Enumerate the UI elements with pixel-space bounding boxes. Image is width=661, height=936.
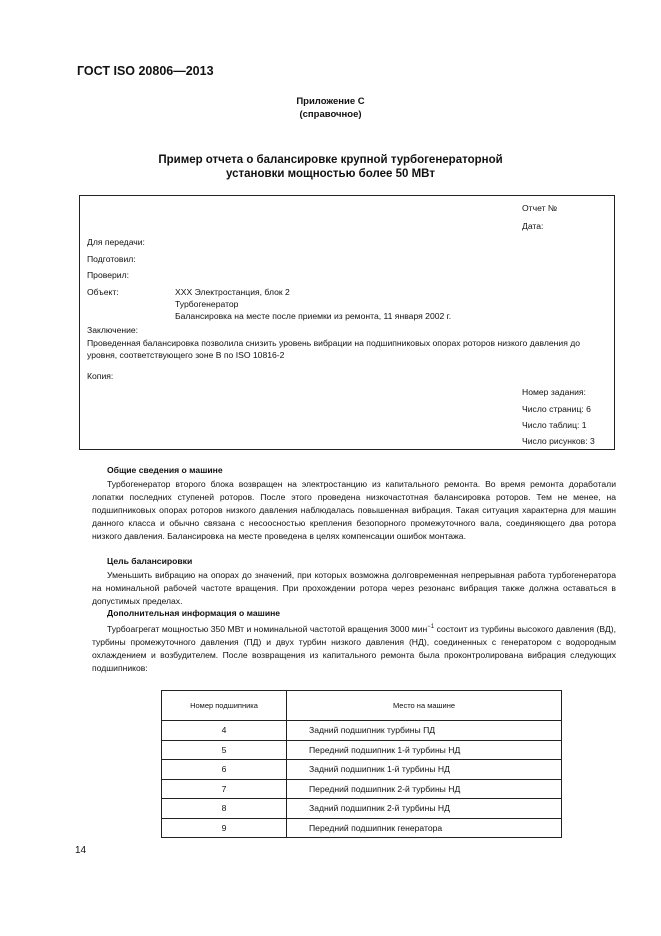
general-info-heading: Общие сведения о машине [107,465,223,475]
figures-count [522,436,595,446]
page-number: 14 [75,845,87,856]
conclusion-text: Проведенная балансировка позволила снизить уровень вибрации на подшипниковых опорах роторов низкого давления до уровня, соответствующего зоне В по ISO 10816-2 [87,338,581,360]
report-form-box [79,195,615,450]
tables-count [522,420,587,430]
table-header-bearing-number: Номер подшипника [162,691,287,721]
bearing-number-cell: 9 [162,818,287,838]
table-header-row [162,691,562,721]
task-number-label: Номер задания: [522,387,586,397]
appendix-title: Приложение С [296,96,365,107]
report-number-label: Отчет № [522,203,558,213]
prepared-by-label: Подготовил: [87,254,136,264]
for-transmission-label: Для передачи: [87,237,145,247]
balancing-goal-paragraph: Уменьшить вибрацию на опорах до значений, при которых возможна долговременная непрерывная работа турбогенератора на номинальной рабочей частоте вращения. При прохождении ротора через резонанс вибрация также должна оставаться в допустимых пределах. [92,570,616,606]
pages-value: 6 [586,404,591,414]
object-line: Балансировка на месте после приемки из ремонта, 11 января 2002 г. [175,311,452,321]
additional-text-start: Турбоагрегат мощностью 350 МВт и номинальной частотой вращения 3000 мин [107,623,428,634]
additional-info-heading: Дополнительная информация о машине [107,608,281,618]
table-row [162,760,562,780]
document-title-line-1: Пример отчета о балансировке крупной турбогенераторной [158,154,503,166]
balancing-goal-heading: Цель балансировки [107,556,193,566]
document-standard-header: ГОСТ ISO 20806—2013 [77,64,214,78]
figures-label: Число рисунков: [522,436,588,446]
checked-by-label: Проверил: [87,270,129,280]
bearing-location-cell: Передний подшипник 2-й турбины НД [287,779,562,799]
pages-label: Число страниц: [522,404,584,414]
bearing-location-cell: Задний подшипник турбины ПД [287,721,562,741]
bearing-location-cell: Задний подшипник 1-й турбины НД [287,760,562,780]
bearing-table [161,690,562,838]
table-row [162,740,562,760]
bearing-number-cell: 6 [162,760,287,780]
tables-label: Число таблиц: [522,420,580,430]
appendix-subtitle: (справочное) [299,109,362,120]
table-row [162,799,562,819]
bearing-location-cell: Передний подшипник генератора [287,818,562,838]
document-title-line-2: установки мощностью более 50 МВт [226,168,435,180]
additional-info-paragraph [92,621,616,674]
object-line: Турбогенератор [175,299,239,309]
bearing-number-cell: 8 [162,799,287,819]
report-date-label: Дата: [522,221,544,231]
object-label: Объект: [87,287,119,297]
bearing-number-cell: 4 [162,721,287,741]
object-line: XXX Электростанция, блок 2 [175,287,290,297]
document-title [0,153,661,181]
unit-superscript: −1 [427,624,435,630]
bearing-number-cell: 7 [162,779,287,799]
bearing-location-cell: Задний подшипник 2-й турбины НД [287,799,562,819]
table-row [162,721,562,741]
figures-value: 3 [590,436,595,446]
bearing-number-cell: 5 [162,740,287,760]
table-row [162,779,562,799]
tables-value: 1 [581,420,587,430]
table-row [162,818,562,838]
table-header-location: Место на машине [287,691,562,721]
bearing-location-cell: Передний подшипник 1-й турбины НД [287,740,562,760]
copy-label: Копия: [87,371,114,381]
additional-text-end: состоит из турбины высокого давления (ВД), турбины промежуточного давления (ПД) и двух турбин низкого давления (НД), соединенных с генератором с водородным охлаждением и возбудителем. После возвращения из капитального ремонта была проконтролирована вибрация следующих подшипников: [92,623,616,673]
pages-count [522,404,591,414]
general-info-paragraph: Турбогенератор второго блока возвращен на электростанцию из капитального ремонта. Во время ремонта доработали лопатки последних ступеней роторов. После этого проведена низкочастотная балансировка роторов. Тем не менее, на подшипниковых опорах роторов низкого давления наблюдалась повышенная вибрация. Такая ситуация характерна для машин данного класса и обычно связана с несоосностью крепления безопорного промежуточного вала, соединяющего два ротора низкого давления. Балансировка на месте проведена в целях компенсации ошибок монтажа. [92,479,616,541]
conclusion-label: Заключение: [87,325,139,335]
appendix-heading [0,95,661,121]
